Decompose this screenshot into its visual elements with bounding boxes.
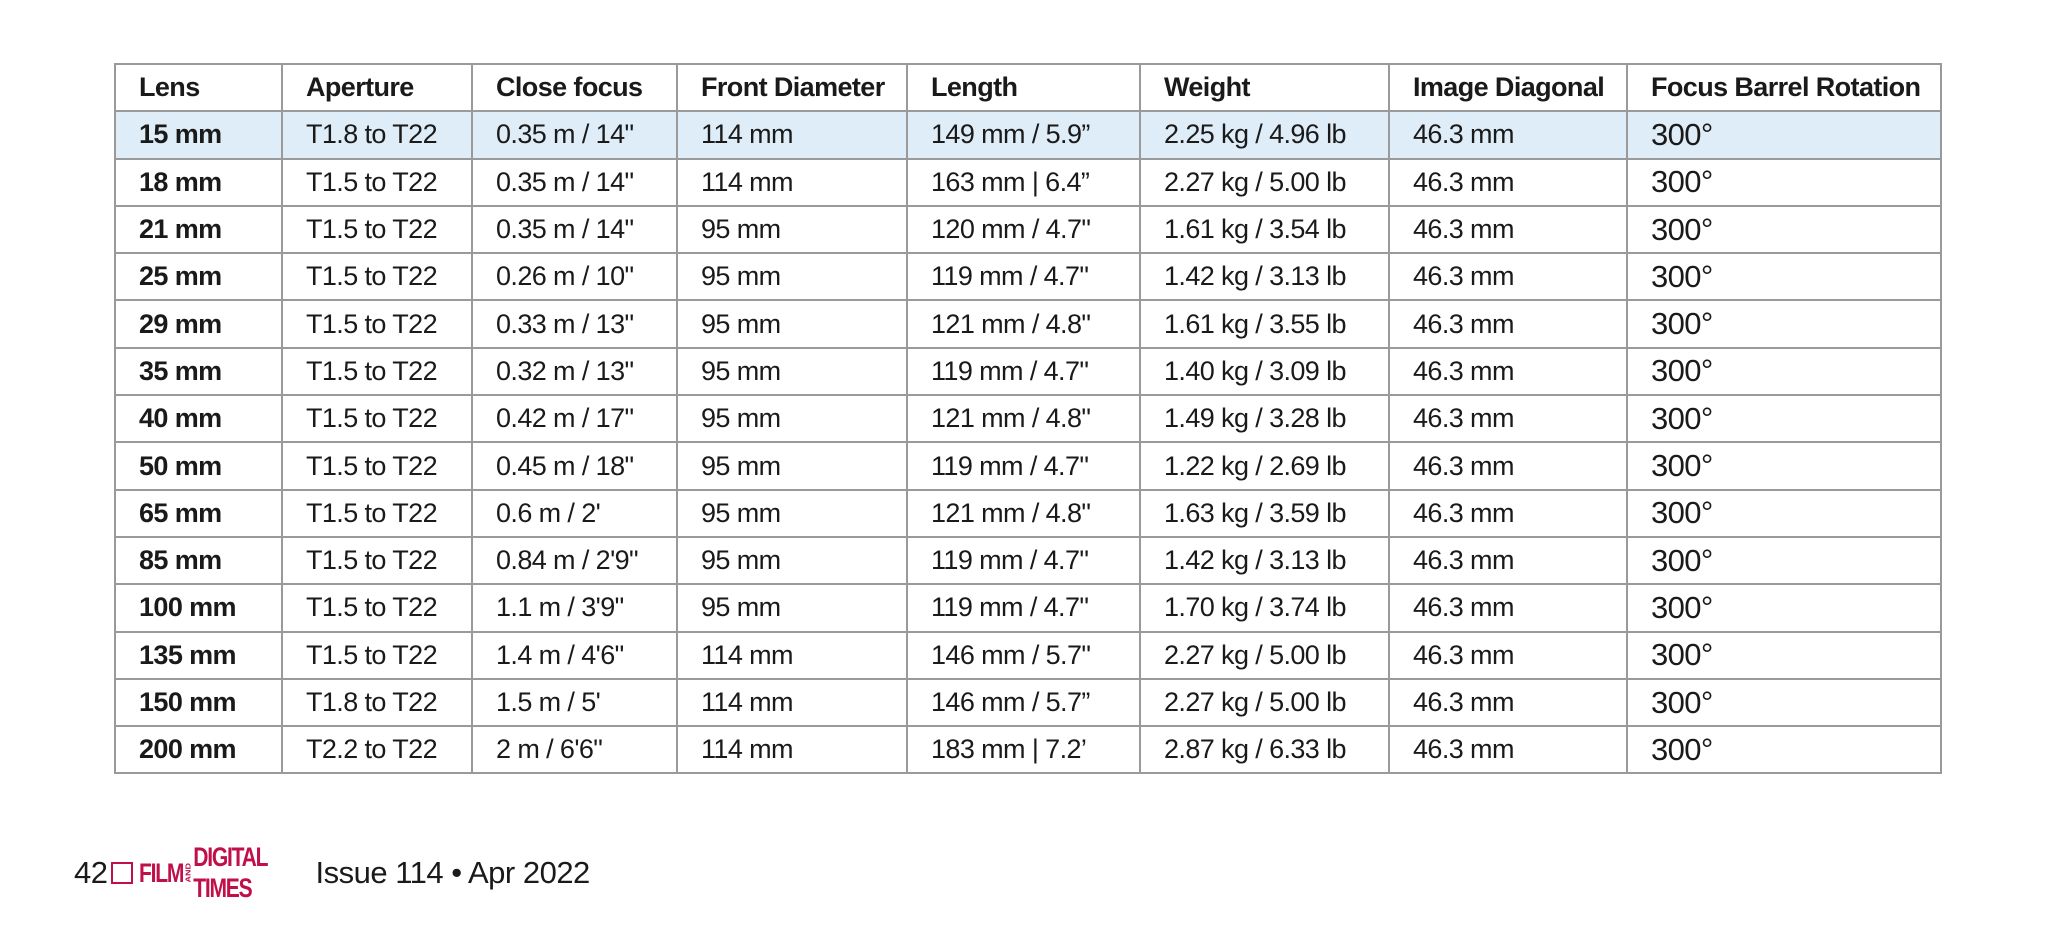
table-cell: 300°: [1627, 348, 1941, 395]
table-cell: 1.42 kg / 3.13 lb: [1140, 537, 1389, 584]
table-cell: T1.5 to T22: [282, 632, 472, 679]
lens-cell: 150 mm: [115, 679, 282, 726]
table-row: [115, 395, 1941, 442]
table-row: [115, 537, 1941, 584]
lens-cell: 25 mm: [115, 253, 282, 300]
table-cell: 119 mm / 4.7": [907, 537, 1140, 584]
column-header: Length: [907, 64, 1140, 111]
lens-cell: 135 mm: [115, 632, 282, 679]
column-header: Front Diameter: [677, 64, 907, 111]
column-header: Lens: [115, 64, 282, 111]
table-cell: 300°: [1627, 537, 1941, 584]
table-cell: 46.3 mm: [1389, 679, 1627, 726]
table-cell: 95 mm: [677, 584, 907, 631]
table-cell: 0.33 m / 13": [472, 300, 677, 347]
table-cell: 2.87 kg / 6.33 lb: [1140, 726, 1389, 773]
table-row: [115, 300, 1941, 347]
table-row: [115, 584, 1941, 631]
table-cell: 114 mm: [677, 111, 907, 158]
table-cell: T1.5 to T22: [282, 490, 472, 537]
table-cell: T1.5 to T22: [282, 348, 472, 395]
lens-cell: 15 mm: [115, 111, 282, 158]
brand-logo: [139, 842, 287, 904]
table-cell: 300°: [1627, 442, 1941, 489]
table-cell: 149 mm / 5.9”: [907, 111, 1140, 158]
table-cell: T1.5 to T22: [282, 253, 472, 300]
brand-and: AND: [184, 863, 193, 883]
table-cell: 1.70 kg / 3.74 lb: [1140, 584, 1389, 631]
table-body: [115, 111, 1941, 773]
table-cell: 46.3 mm: [1389, 206, 1627, 253]
table-cell: 2.25 kg / 4.96 lb: [1140, 111, 1389, 158]
table-cell: 46.3 mm: [1389, 111, 1627, 158]
table-cell: 46.3 mm: [1389, 348, 1627, 395]
table-cell: 1.4 m / 4'6": [472, 632, 677, 679]
table-cell: 1.61 kg / 3.55 lb: [1140, 300, 1389, 347]
column-header: Image Diagonal: [1389, 64, 1627, 111]
table-cell: 1.5 m / 5': [472, 679, 677, 726]
table-cell: T1.5 to T22: [282, 300, 472, 347]
table-cell: 1.49 kg / 3.28 lb: [1140, 395, 1389, 442]
table-cell: 2.27 kg / 5.00 lb: [1140, 632, 1389, 679]
lens-cell: 40 mm: [115, 395, 282, 442]
table-cell: 300°: [1627, 159, 1941, 206]
table-cell: 0.45 m / 18": [472, 442, 677, 489]
table-cell: 300°: [1627, 632, 1941, 679]
table-cell: 1.1 m / 3'9": [472, 584, 677, 631]
table-cell: T1.8 to T22: [282, 111, 472, 158]
table-cell: 120 mm / 4.7": [907, 206, 1140, 253]
table-cell: 0.35 m / 14": [472, 206, 677, 253]
table-cell: 300°: [1627, 111, 1941, 158]
table-cell: 163 mm | 6.4”: [907, 159, 1140, 206]
table-cell: 2.27 kg / 5.00 lb: [1140, 159, 1389, 206]
table-cell: 0.84 m / 2'9": [472, 537, 677, 584]
table-cell: 146 mm / 5.7": [907, 632, 1140, 679]
table-row: [115, 159, 1941, 206]
table-row: [115, 632, 1941, 679]
table-cell: 95 mm: [677, 348, 907, 395]
table-cell: 1.61 kg / 3.54 lb: [1140, 206, 1389, 253]
table-cell: 95 mm: [677, 442, 907, 489]
column-header: Close focus: [472, 64, 677, 111]
lens-cell: 100 mm: [115, 584, 282, 631]
table-cell: 300°: [1627, 395, 1941, 442]
lens-cell: 50 mm: [115, 442, 282, 489]
column-header: Weight: [1140, 64, 1389, 111]
table-row: [115, 679, 1941, 726]
table-cell: 46.3 mm: [1389, 300, 1627, 347]
lens-cell: 18 mm: [115, 159, 282, 206]
table-header-row: [115, 64, 1941, 111]
square-icon: [111, 862, 133, 884]
table-cell: 95 mm: [677, 490, 907, 537]
table-cell: 2.27 kg / 5.00 lb: [1140, 679, 1389, 726]
table-cell: 46.3 mm: [1389, 584, 1627, 631]
table-cell: 95 mm: [677, 206, 907, 253]
table-cell: 300°: [1627, 490, 1941, 537]
lens-spec-table: [114, 63, 1942, 774]
table-cell: 0.35 m / 14": [472, 159, 677, 206]
table-cell: T1.5 to T22: [282, 442, 472, 489]
table-cell: 1.22 kg / 2.69 lb: [1140, 442, 1389, 489]
brand-digital-times: DIGITAL TIMES: [193, 842, 268, 903]
table-cell: 0.6 m / 2': [472, 490, 677, 537]
table-cell: 119 mm / 4.7": [907, 442, 1140, 489]
table-cell: 95 mm: [677, 300, 907, 347]
table-cell: T2.2 to T22: [282, 726, 472, 773]
table-cell: 0.35 m / 14": [472, 111, 677, 158]
table-cell: 1.63 kg / 3.59 lb: [1140, 490, 1389, 537]
table-cell: 1.42 kg / 3.13 lb: [1140, 253, 1389, 300]
table-cell: 300°: [1627, 300, 1941, 347]
table-row: [115, 442, 1941, 489]
table-cell: 2 m / 6'6": [472, 726, 677, 773]
table-cell: T1.5 to T22: [282, 159, 472, 206]
table-row: [115, 490, 1941, 537]
table-cell: 114 mm: [677, 632, 907, 679]
table-cell: 114 mm: [677, 159, 907, 206]
table-cell: 300°: [1627, 679, 1941, 726]
table-cell: 114 mm: [677, 726, 907, 773]
table-cell: 146 mm / 5.7”: [907, 679, 1140, 726]
table-row: [115, 206, 1941, 253]
table-cell: 114 mm: [677, 679, 907, 726]
table-row: [115, 111, 1941, 158]
column-header: Aperture: [282, 64, 472, 111]
lens-cell: 85 mm: [115, 537, 282, 584]
table-row: [115, 253, 1941, 300]
table-cell: 0.32 m / 13": [472, 348, 677, 395]
column-header: Focus Barrel Rotation: [1627, 64, 1941, 111]
table-cell: 300°: [1627, 584, 1941, 631]
table-cell: 119 mm / 4.7": [907, 253, 1140, 300]
table-cell: 46.3 mm: [1389, 537, 1627, 584]
table-cell: 300°: [1627, 726, 1941, 773]
page-footer: [74, 842, 590, 903]
lens-cell: 21 mm: [115, 206, 282, 253]
table-cell: 95 mm: [677, 253, 907, 300]
lens-cell: 35 mm: [115, 348, 282, 395]
table-cell: 300°: [1627, 206, 1941, 253]
table-cell: 0.42 m / 17": [472, 395, 677, 442]
table-cell: 46.3 mm: [1389, 159, 1627, 206]
table-cell: 300°: [1627, 253, 1941, 300]
table-cell: T1.5 to T22: [282, 537, 472, 584]
page-number: 42: [74, 855, 108, 890]
table-cell: 121 mm / 4.8": [907, 490, 1140, 537]
lens-cell: 65 mm: [115, 490, 282, 537]
table-cell: 95 mm: [677, 395, 907, 442]
table-cell: 46.3 mm: [1389, 395, 1627, 442]
table-cell: 119 mm / 4.7": [907, 348, 1140, 395]
table-cell: T1.5 to T22: [282, 395, 472, 442]
table-cell: 46.3 mm: [1389, 253, 1627, 300]
table-row: [115, 348, 1941, 395]
table-cell: T1.5 to T22: [282, 206, 472, 253]
table-cell: 183 mm | 7.2’: [907, 726, 1140, 773]
table-cell: 121 mm / 4.8": [907, 395, 1140, 442]
brand-film: FILM: [139, 857, 184, 888]
table-cell: T1.8 to T22: [282, 679, 472, 726]
table-cell: 95 mm: [677, 537, 907, 584]
table-cell: 46.3 mm: [1389, 442, 1627, 489]
table-cell: 119 mm / 4.7": [907, 584, 1140, 631]
table-row: [115, 726, 1941, 773]
table-cell: 0.26 m / 10": [472, 253, 677, 300]
table-cell: 46.3 mm: [1389, 726, 1627, 773]
table-cell: T1.5 to T22: [282, 584, 472, 631]
table-cell: 46.3 mm: [1389, 632, 1627, 679]
table-cell: 1.40 kg / 3.09 lb: [1140, 348, 1389, 395]
table-cell: 46.3 mm: [1389, 490, 1627, 537]
lens-cell: 29 mm: [115, 300, 282, 347]
lens-cell: 200 mm: [115, 726, 282, 773]
issue-date: Issue 114 • Apr 2022: [315, 855, 590, 890]
table-cell: 121 mm / 4.8": [907, 300, 1140, 347]
